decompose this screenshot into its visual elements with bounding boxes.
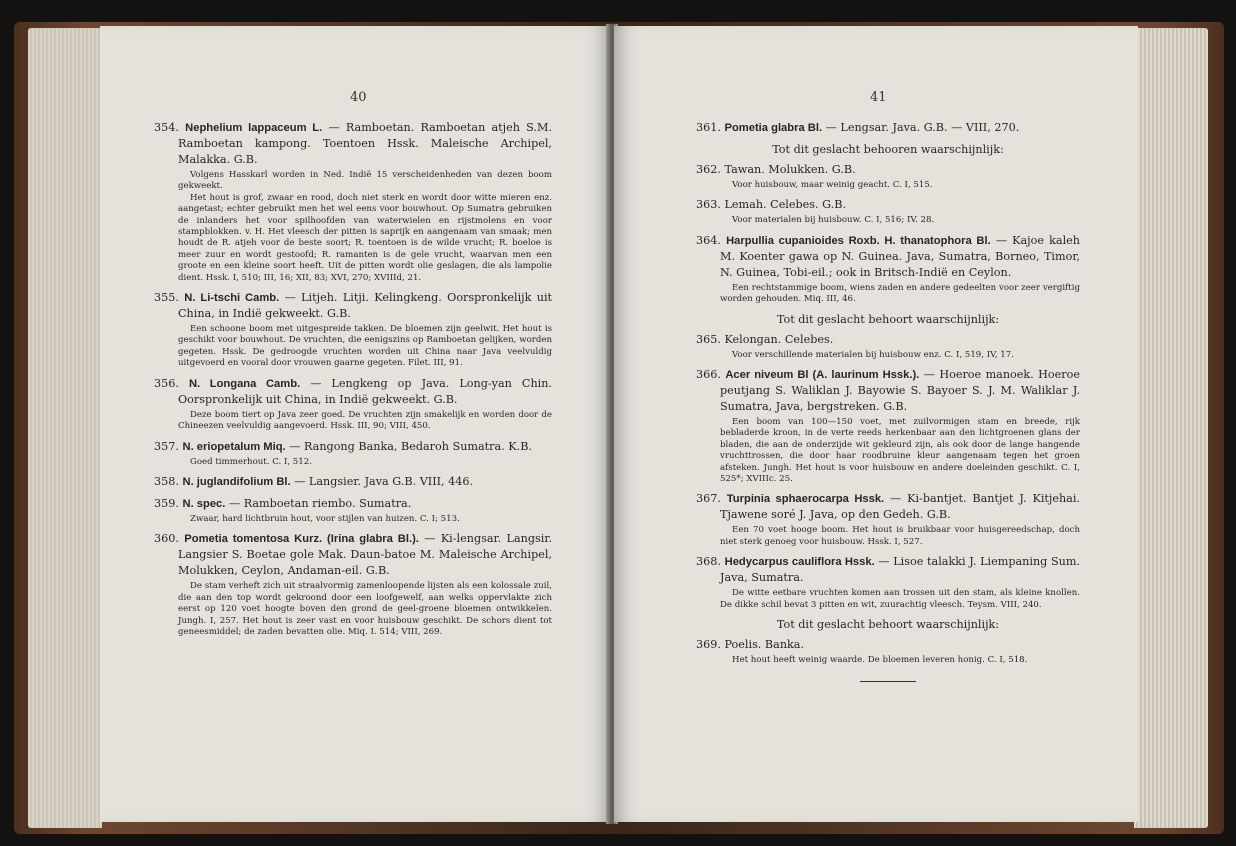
entry bbox=[154, 290, 552, 370]
species-name: Pometia glabra Bl. bbox=[724, 122, 823, 134]
entry-heading bbox=[696, 637, 1080, 653]
entry-notes bbox=[696, 215, 1080, 226]
entry-notes bbox=[696, 417, 1080, 485]
entry-number: 361. bbox=[696, 121, 721, 134]
entry-number: 363. bbox=[696, 198, 721, 212]
genus-note: Tot dit geslacht behooren waarschijnlijk: bbox=[772, 143, 1004, 156]
entry-description: — Hoeroe manoek. Hoeroe peutjang S. Waliklan J. Bayowie S. Bayoer S. J. M. Waliklar J. Sumatra, Java, bergstreken. G.B. bbox=[720, 368, 1080, 414]
entry-description: — Ki-bantjet. Bantjet J. Kitjehai. Tjawene soré J. Java, op den Gedeh. G.B. bbox=[720, 492, 1080, 522]
species-name: Turpinia sphaerocarpa Hssk. bbox=[726, 493, 885, 506]
entry bbox=[154, 496, 552, 525]
note-paragraph: Deze boom tiert op Java zeer goed. De vruchten zijn smakelijk en worden door de Chineezen veelvuldig aangevoerd. Hssk. III, 90; VIII, 450. bbox=[178, 409, 552, 432]
entry-description: — Lisoe talakki J. Liempaning Sum. Java, Sumatra. bbox=[720, 555, 1081, 585]
entry-notes bbox=[696, 350, 1080, 361]
entry-notes bbox=[696, 180, 1080, 191]
entry-number: 357. bbox=[154, 439, 179, 453]
entry-notes bbox=[696, 588, 1080, 611]
entry-notes bbox=[696, 655, 1080, 666]
entry-description: — Kajoe kaleh M. Koenter gawa op N. Guinea. Java, Sumatra, Borneo, Timor, N. Guinea, Tobi-eil.; ook in Britsch-Indië en Ceylon. bbox=[720, 233, 1080, 279]
entry-number: 369. bbox=[696, 638, 721, 652]
entry-number: 367. bbox=[696, 492, 721, 506]
note-paragraph: De witte eetbare vruchten komen aan trossen uit den stam, als kleine knollen. De dikke schil bevat 3 pitten en wit, zuurachtig vleesch. Teysm. VIII, 240. bbox=[720, 588, 1080, 610]
note-paragraph: Een schoone boom met uitgespreide takken. De bloemen zijn geelwit. Het hout is geschikt voor bouwhout. De vruchten, die eenigszins op Ramboetan gelijken, worden gegeten. Hssk. De gedroogde vruchten worden uit China naar Java veelvuldig uitgevoerd en vooral door vrouwen gaarne gegeten. Filet. III, 91. bbox=[178, 324, 552, 369]
entry-notes bbox=[696, 525, 1080, 548]
species-name: N. Longana Camb. bbox=[188, 377, 301, 390]
entry-heading bbox=[696, 332, 1080, 348]
entry-description: — Ki-lengsar. Langsir. Langsier S. Boetae gole Mak. Daun-batoe M. Maleische Archipel, Molukken, Ceylon, Andaman-eil. G.B. bbox=[178, 532, 552, 578]
species-name: Nephelium lappaceum L. bbox=[185, 122, 323, 134]
note-paragraph: Voor huisbouw, maar weinig geacht. C. I, 515. bbox=[732, 180, 933, 190]
note-paragraph: Volgens Hasskarl worden in Ned. Indië 15 verscheidenheden van dezen boom gekweekt. bbox=[178, 170, 552, 192]
entry-heading bbox=[696, 491, 1080, 523]
entry-description: Kelongan. Celebes. bbox=[724, 332, 834, 346]
entry bbox=[696, 233, 1080, 306]
entry-heading bbox=[154, 531, 552, 579]
entry-number: 364. bbox=[696, 233, 721, 247]
genus-note: Tot dit geslacht behoort waarschijnlijk: bbox=[776, 312, 1000, 326]
page-number: 41 bbox=[870, 90, 887, 105]
entry bbox=[696, 120, 1080, 136]
entry-number: 366. bbox=[696, 368, 721, 382]
species-name: Pometia tomentosa Kurz. (Irina glabra Bl.). bbox=[184, 533, 419, 546]
note-paragraph: Een 70 voet hooge boom. Het hout is bruikbaar voor huisgereedschap, doch niet sterk genoeg voor huisbouw. Hssk. I, 527. bbox=[720, 525, 1080, 547]
entry-heading bbox=[154, 496, 552, 512]
species-name: Acer niveum Bl (A. laurinum Hssk.). bbox=[725, 369, 920, 382]
entry bbox=[696, 637, 1080, 666]
entry-heading bbox=[696, 120, 1080, 136]
entry-heading bbox=[154, 290, 552, 322]
entry-notes bbox=[154, 410, 552, 433]
end-rule bbox=[860, 681, 916, 682]
note-paragraph: De stam verheft zich uit straalvormig zamenloopende lijsten als een kolossale zuil, die aan den top wordt gekroond door een loofgewelf, aan welks oppervlakte zich eerst op 120 voet hoogte boven den grond de geel-groene bloemen ontwikkelen. Jungh. I, 257. Het hout is zeer vast en voor huisbouw geschikt. De schors dient tot geneesmiddel; de zaden bevatten olie. Miq. I. 514; VIII, 269. bbox=[178, 581, 552, 637]
entry-description: — Langsier. Java G.B. VIII, 446. bbox=[294, 474, 474, 488]
entry-number: 354. bbox=[154, 121, 179, 134]
entry-number: 359. bbox=[154, 496, 179, 510]
entry-heading bbox=[154, 376, 552, 408]
entry-description: — Rangong Banka, Bedaroh Sumatra. K.B. bbox=[289, 439, 532, 453]
entry-heading bbox=[154, 439, 552, 455]
left-page bbox=[100, 26, 610, 822]
species-name: Harpullia cupanioides Roxb. H. thanatophora Bl. bbox=[726, 234, 991, 247]
page-edges-right bbox=[1134, 28, 1208, 828]
entry-notes bbox=[154, 581, 552, 638]
entry-number: 365. bbox=[696, 332, 721, 346]
species-name: N. juglandifolium Bl. bbox=[182, 475, 291, 488]
entry-description: Tawan. Molukken. G.B. bbox=[724, 163, 856, 176]
entry bbox=[154, 531, 552, 638]
entry-description: — Litjeh. Litji. Kelingkeng. Oorspronkelijk uit China, in Indië gekweekt. G.B. bbox=[178, 291, 553, 321]
entry bbox=[696, 332, 1080, 361]
entry bbox=[154, 439, 552, 468]
entry-description: — Ramboetan. Ramboetan atjeh S.M. Ramboetan kampong. Toentoen Hssk. Maleische Archipel, Malakka. G.B. bbox=[178, 121, 553, 166]
entry-heading bbox=[696, 554, 1080, 586]
entry-heading bbox=[154, 120, 552, 168]
note-paragraph: Zwaar, hard lichtbruin hout, voor stijlen van huizen. C. I; 513. bbox=[190, 513, 460, 524]
entry-heading bbox=[696, 197, 1080, 213]
entry bbox=[696, 367, 1080, 485]
entry-description: Lemah. Celebes. G.B. bbox=[724, 198, 847, 212]
genus-note: Tot dit geslacht behoort waarschijnlijk: bbox=[776, 618, 1000, 632]
entry-heading bbox=[696, 162, 1080, 178]
entry-number: 362. bbox=[696, 163, 721, 176]
entry bbox=[154, 474, 552, 490]
note-paragraph: Een boom van 100—150 voet, met zuilvormigen stam en breede, rijk bebladerde kroon, in de verte reeds herkenbaar aan den lichtgroenen glans der bladen, die aan de onderzijde wit gekleurd zijn, als ook door de lange hangende vruchttrossen, die door haar roodbruine kleur aangenaam tegen het groen afsteken. Jungh. Het hout is voor huisbouw en andere doeleinden geschikt. C. I, 525*; XVIIIc. 25. bbox=[720, 417, 1080, 485]
entry bbox=[696, 491, 1080, 548]
note-paragraph: Voor materialen bij huisbouw. C. I, 516; IV. 28. bbox=[732, 215, 935, 226]
entry-heading bbox=[696, 367, 1080, 415]
entry bbox=[696, 554, 1080, 611]
entry-heading bbox=[154, 474, 552, 490]
species-name: N. Li-tschi Camb. bbox=[184, 292, 280, 305]
species-name: N. eriopetalum Miq. bbox=[182, 440, 286, 453]
entry-notes bbox=[154, 457, 552, 468]
entry-notes bbox=[154, 514, 552, 525]
entry-description: Poelis. Banka. bbox=[724, 638, 805, 652]
entry-description: — Ramboetan riembo. Sumatra. bbox=[228, 496, 412, 510]
entry bbox=[154, 120, 552, 284]
note-paragraph: Goed timmerhout. C. I, 512. bbox=[190, 456, 312, 467]
species-name: N. spec. bbox=[182, 497, 226, 510]
note-paragraph: Het hout heeft weinig waarde. De bloemen leveren honig. C. I, 518. bbox=[732, 655, 1028, 666]
species-name: Hedycarpus cauliflora Hssk. bbox=[724, 556, 875, 569]
left-page-text bbox=[154, 120, 552, 644]
entry-number: 358. bbox=[154, 474, 179, 488]
entry bbox=[696, 197, 1080, 226]
entry-number: 368. bbox=[696, 555, 721, 569]
entry-notes bbox=[154, 324, 552, 370]
page-number: 40 bbox=[350, 90, 367, 105]
entry bbox=[154, 376, 552, 433]
note-paragraph: Voor verschillende materialen bij huisbouw enz. C. I, 519, IV, 17. bbox=[732, 349, 1014, 360]
entry-notes bbox=[154, 170, 552, 284]
page-edges-left bbox=[28, 28, 102, 828]
note-paragraph: Het hout is grof, zwaar en rood, doch niet sterk en wordt door witte mieren enz. aangetast; echter gebruikt men het wel eens voor bouwhout. Op Sumatra gebruiken de inlanders het voor spilhoofden van waterwielen en rijstmolens en voor stampblokken. v. H. Het vleesch der pitten is saprijk en aangenaam van smaak; men houdt de R. atjeh voor de beste soort; R. toentoen is de wilde vrucht; R. boeloe is meer zuur en wordt gestoofd; R. ramanten is de gele vrucht, waarvan men een groote en een kleine soort heeft. Uit de pitten wordt olie geslagen, die als lampolie dient. Hssk. I, 510; III, 16; XII, 83; XVI, 270; XVIIId, 21. bbox=[178, 192, 552, 283]
entry-heading bbox=[696, 233, 1080, 281]
entry-number: 356. bbox=[154, 376, 179, 390]
right-page-text bbox=[696, 120, 1080, 682]
entry-description: — Lengkeng op Java. Long-yan Chin. Oorspronkelijk uit China, in Indië gekweekt. G.B. bbox=[178, 376, 552, 406]
entry-notes bbox=[696, 283, 1080, 306]
entry bbox=[696, 162, 1080, 191]
entry-description: — Lengsar. Java. G.B. — VIII, 270. bbox=[825, 121, 1020, 134]
right-page bbox=[614, 26, 1138, 822]
entry-number: 355. bbox=[154, 291, 179, 305]
note-paragraph: Een rechtstammige boom, wiens zaden en andere gedeelten voor zeer vergiftig worden gehouden. Miq. III, 46. bbox=[720, 282, 1080, 305]
entry-number: 360. bbox=[154, 532, 179, 546]
